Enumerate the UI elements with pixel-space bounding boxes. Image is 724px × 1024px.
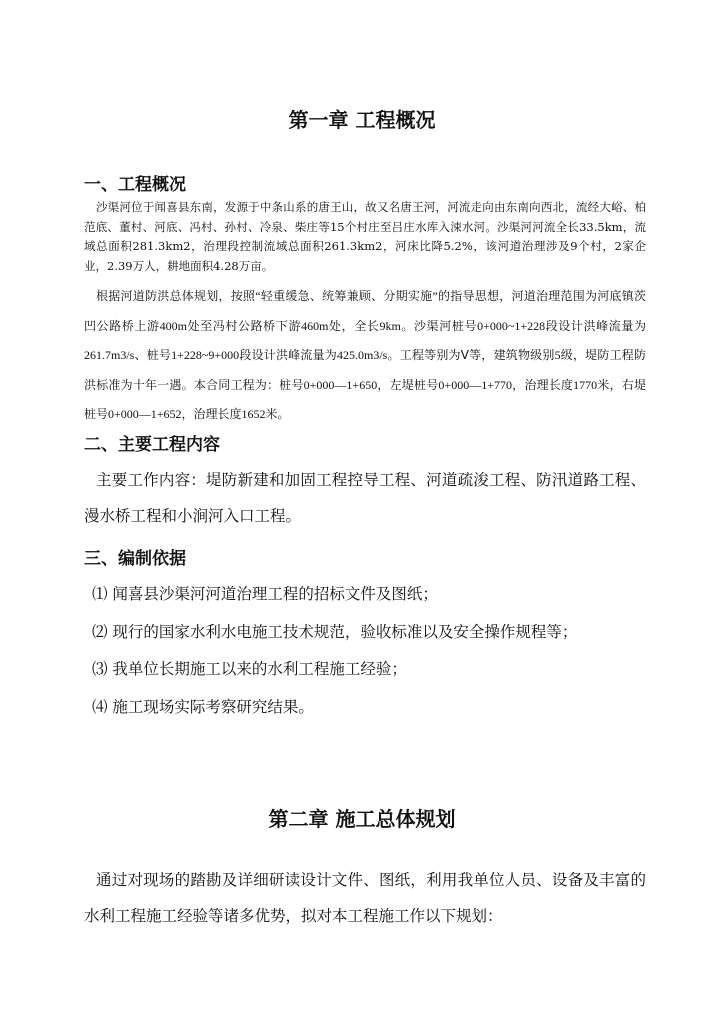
section2-heading: 二、主要工程内容 <box>84 435 220 455</box>
section3-heading: 三、编制依据 <box>84 549 186 569</box>
section1-paragraph2: 根据河道防洪总体规划，按照“轻重缓急、统筹兼顾、分期实施”的指导思想，河道治理范围为河底镇茨凹公路桥上游400m处至冯村公路桥下游460m处，全长9km。沙渠河桩号0+000~1+228段设计洪峰流量为261.7m3/s、桩号1+228~9+000段设计洪峰流量为425.0m3/s。工程等别为Ⅴ等，建筑物级别5级，堤防工程防洪标准为十年一遇。本合同工程为：桩号0+000—1+650，左堤桩号0+000—1+770，治理长度1770米，右堤桩号0+000—1+652，治理长度1652米。 <box>84 289 646 421</box>
basis-item-1: ⑴ 闻喜县沙渠河河道治理工程的招标文件及图纸； <box>92 585 438 603</box>
basis-item-3: ⑶ 我单位长期施工以来的水利工程施工经验； <box>92 660 407 678</box>
chapter1-title: 第一章 工程概况 <box>288 108 436 132</box>
basis-item-4: ⑷ 施工现场实际考察研究结果。 <box>92 698 314 716</box>
section1-heading: 一、工程概况 <box>84 175 186 195</box>
section1-paragraph1: 沙渠河位于闻喜县东南，发源于中条山系的唐王山，故又名唐王河，河流走向由东南向西北，流经大峪、柏范底、董村、河底、冯村、孙村、冷泉、柴庄等15个村庄至吕庄水库入涑水河。沙渠河河流全长33.5km，流域总面积281.3km2，治理段控制流域总面积261.3km2，河床比降5.2%，该河道治理涉及9个村，2家企业，2.39万人，耕地面积4.28万亩。 <box>84 200 646 273</box>
section2-paragraph: 主要工作内容：堤防新建和加固工程控导工程、河道疏浚工程、防汛道路工程、漫水桥工程和小涧河入口工程。 <box>84 471 646 525</box>
basis-item-2: ⑵ 现行的国家水利水电施工技术规范，验收标准以及安全操作规程等； <box>92 623 578 641</box>
chapter2-paragraph: 通过对现场的踏勘及详细研读设计文件、图纸，利用我单位人员、设备及丰富的水利工程施工经验等诸多优势，拟对本工程施工作以下规划： <box>84 871 646 925</box>
chapter2-title: 第二章 施工总体规划 <box>268 807 456 831</box>
